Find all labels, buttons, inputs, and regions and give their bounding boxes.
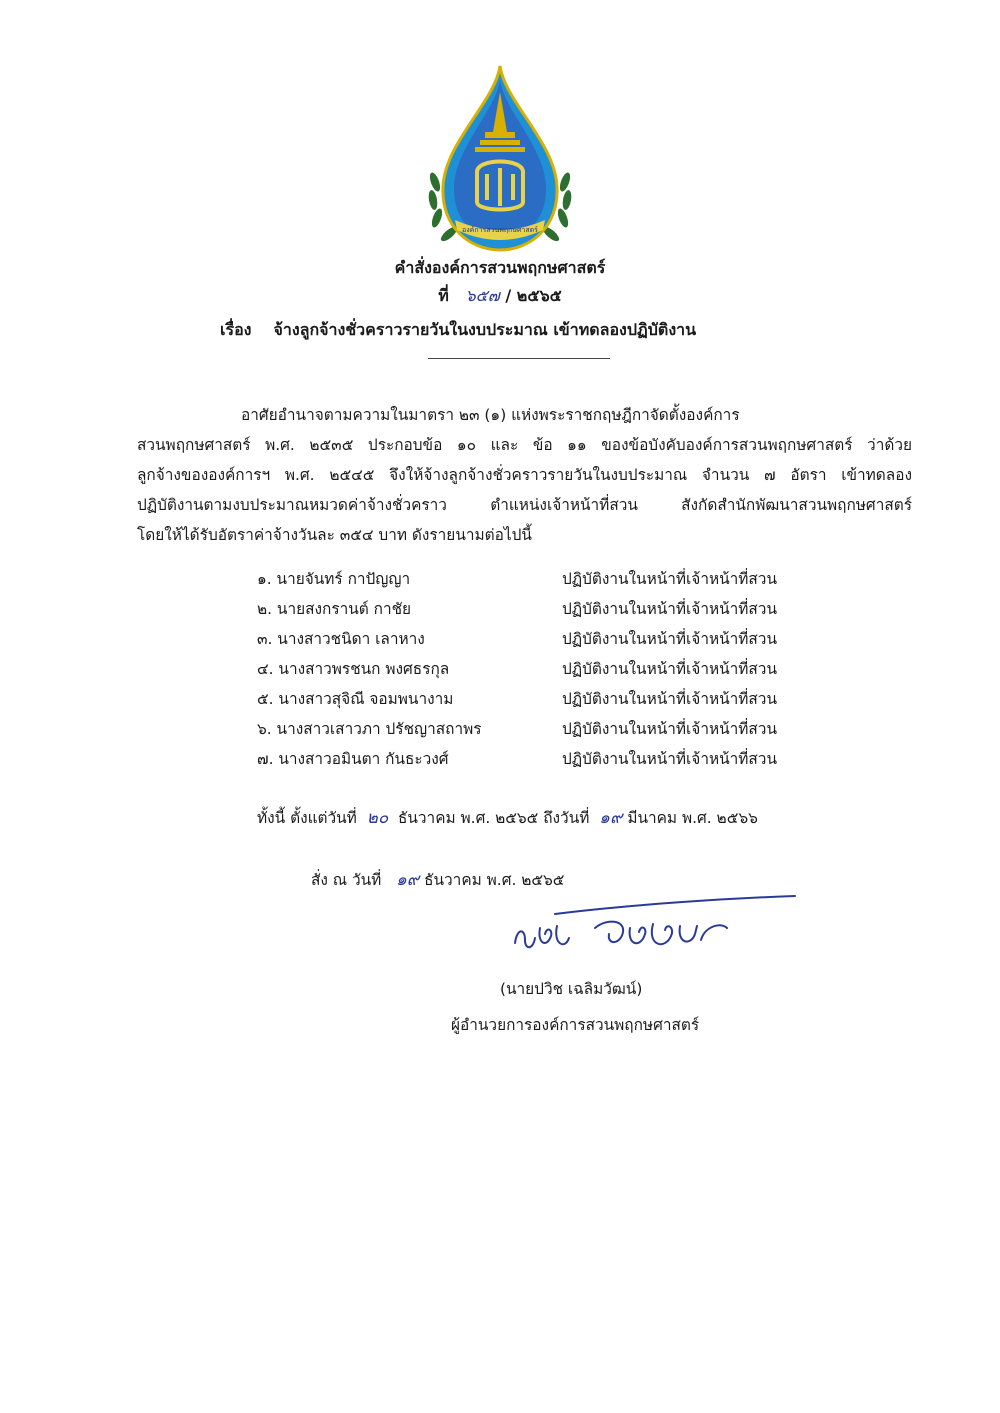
logo-text: องค์การสวนพฤกษศาสตร์	[462, 226, 538, 234]
end-day-handwritten: ๑๙	[599, 808, 623, 828]
organization-logo	[425, 62, 575, 254]
given-rest: ธันวาคม พ.ศ. ๒๕๖๕	[424, 871, 565, 889]
order-prefix: ที่	[438, 286, 449, 305]
list-item	[257, 594, 817, 624]
employee-name: ๑. นายจันทร์ กาปัญญา	[257, 570, 411, 588]
order-year: / ๒๕๖๕	[505, 286, 562, 305]
effective-start-rest: ธันวาคม พ.ศ. ๒๕๖๕ ถึงวันที่	[398, 809, 590, 827]
given-day-handwritten: ๑๙	[395, 870, 420, 890]
employee-name: ๓. นางสาวชนิดา เลาหาง	[257, 630, 425, 648]
subject-label: เรื่อง	[220, 320, 252, 339]
effective-period	[257, 804, 758, 831]
order-number-handwritten: ๖๕๗	[465, 286, 500, 305]
body-paragraph	[137, 400, 912, 550]
list-item	[257, 564, 817, 594]
list-item	[257, 744, 817, 774]
body-line: ลูกจ้างขององค์การฯ พ.ศ. ๒๕๔๕ จึงให้จ้างลูกจ้างชั่วคราวรายวันในงบประมาณ จำนวน ๗ อัตรา เข้าทดลอง	[137, 466, 912, 484]
employee-duty: ปฏิบัติงานในหน้าที่เจ้าหน้าที่สวน	[562, 720, 777, 738]
subject-text: จ้างลูกจ้างชั่วคราวรายวันในงบประมาณ เข้าทดลองปฏิบัติงาน	[273, 320, 697, 339]
effective-end-rest: มีนาคม พ.ศ. ๒๕๖๖	[627, 809, 758, 827]
body-line: โดยให้ได้รับอัตราค่าจ้างวันละ ๓๕๔ บาท ดังรายนามต่อไปนี้	[137, 526, 532, 544]
body-line: สวนพฤกษศาสตร์ พ.ศ. ๒๕๓๕ ประกอบข้อ ๑๐ และ ข้อ ๑๑ ของข้อบังคับองค์การสวนพฤกษศาสตร์ ว่าด้วย	[137, 436, 912, 454]
employee-name: ๒. นายสงกรานต์ กาชัย	[257, 600, 412, 618]
given-prefix: สั่ง ณ วันที่	[311, 871, 382, 889]
employee-name: ๖. นางสาวเสาวภา ปรัชญาสถาพร	[257, 720, 482, 738]
list-item	[257, 624, 817, 654]
signer-name: (นายปวิช เฉลิมวัฒน์)	[500, 980, 643, 998]
employee-name: ๗. นางสาวอมินตา กันธะวงศ์	[257, 750, 449, 768]
employee-name: ๕. นางสาวสุจิณี จอมพนางาม	[257, 690, 454, 708]
list-item	[257, 714, 817, 744]
employee-duty: ปฏิบัติงานในหน้าที่เจ้าหน้าที่สวน	[562, 690, 777, 708]
document-title: คำสั่งองค์การสวนพฤกษศาสตร์	[394, 258, 606, 277]
list-item	[257, 654, 817, 684]
effective-prefix: ทั้งนี้ ตั้งแต่วันที่	[257, 809, 357, 827]
start-day-handwritten: ๒๐	[366, 808, 389, 828]
employee-duty: ปฏิบัติงานในหน้าที่เจ้าหน้าที่สวน	[562, 570, 777, 588]
list-item	[257, 684, 817, 714]
employee-duty: ปฏิบัติงานในหน้าที่เจ้าหน้าที่สวน	[562, 630, 777, 648]
order-number-line	[0, 284, 1000, 309]
body-line: อาศัยอำนาจตามความในมาตรา ๒๓ (๑) แห่งพระราชกฤษฎีกาจัดตั้งองค์การ	[241, 406, 740, 424]
employee-duty: ปฏิบัติงานในหน้าที่เจ้าหน้าที่สวน	[562, 600, 777, 618]
body-line: ปฏิบัติงานตามงบประมาณหมวดค่าจ้างชั่วคราว ตำแหน่งเจ้าหน้าที่สวน สังกัดสำนักพัฒนาสวนพฤกษศาสตร์	[137, 496, 912, 514]
employee-list	[257, 564, 817, 774]
title-divider	[428, 358, 610, 359]
subject-line	[220, 318, 696, 343]
handwritten-signature	[495, 888, 805, 968]
employee-duty: ปฏิบัติงานในหน้าที่เจ้าหน้าที่สวน	[562, 660, 777, 678]
employee-duty: ปฏิบัติงานในหน้าที่เจ้าหน้าที่สวน	[562, 750, 777, 768]
signer-position: ผู้อำนวยการองค์การสวนพฤกษศาสตร์	[451, 1016, 700, 1034]
employee-name: ๔. นางสาวพรชนก พงศธรกุล	[257, 660, 450, 678]
